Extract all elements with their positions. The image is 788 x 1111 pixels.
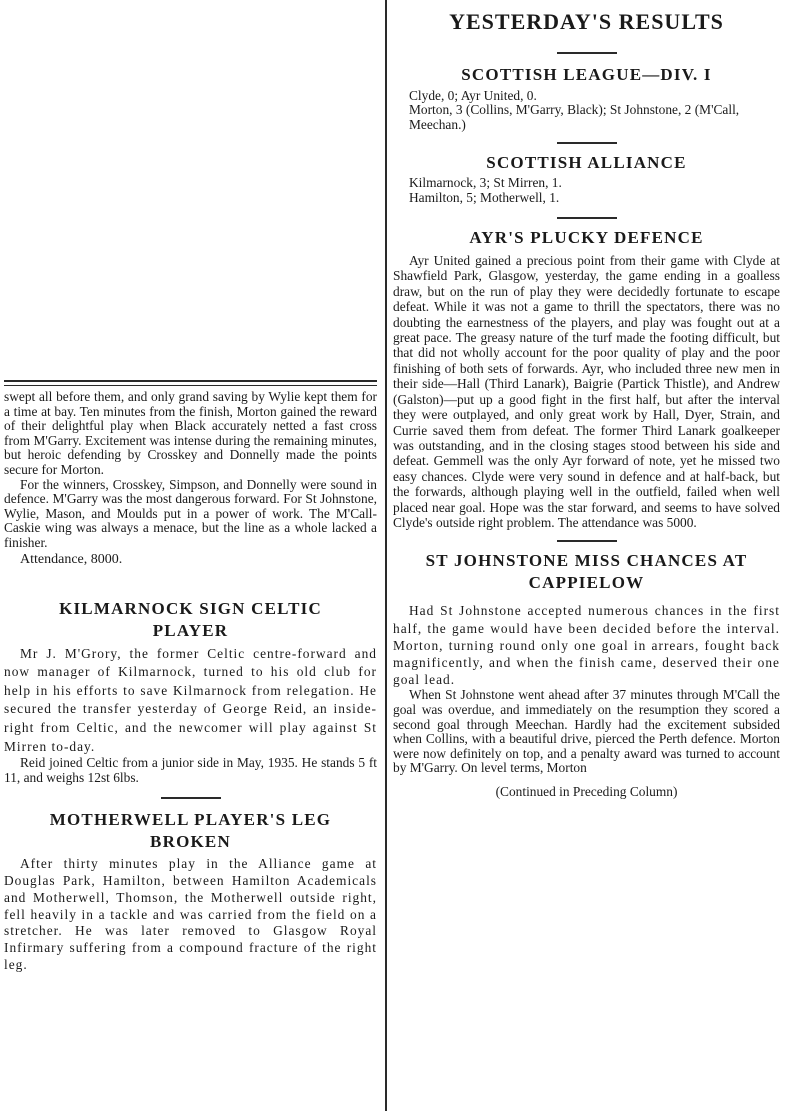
alliance-heading: SCOTTISH ALLIANCE <box>486 153 687 173</box>
alliance-result-1: Kilmarnock, 3; St Mirren, 1. <box>409 175 562 191</box>
motherwell-paragraph-1: After thirty minutes play in the Alliance game at Douglas Park, Hamilton, between Hamilton Academicals and Motherwell, Thomson, the Motherwell outside right, fell heavily in a tackle and was carried from the field on a stretcher. He was later removed to Glasgow Royal Infirmary suffering from a compound fracture of the right leg. <box>4 856 377 973</box>
stjohnstone-paragraph-1: Had St Johnstone accepted numerous chances in the first half, the game would have been decided before the interval. Morton, turning round only one goal in arrears, fought back magnificently, and when the finish came, deserved their one goal lead. <box>393 603 780 688</box>
separator-rule <box>161 797 221 799</box>
motherwell-headline-2: BROKEN <box>150 832 231 852</box>
right-column <box>389 0 784 1111</box>
stjohnstone-headline-1: ST JOHNSTONE MISS CHANCES AT <box>425 551 748 571</box>
stjohnstone-paragraph-2: When St Johnstone went ahead after 37 minutes through M'Call the goal was overdue, and immediately on the resumption they scored a second goal through Meechan. Hardly had the excitement subsided when Collins, with a beautiful drive, pierced the Perth defence. Morton were now definitely on top, and a penalty award was turned to account by M'Garry. On level terms, Morton <box>393 687 780 776</box>
separator-rule <box>557 217 617 219</box>
continued-footer: (Continued in Preceding Column) <box>495 783 678 799</box>
motherwell-headline-1: MOTHERWELL PLAYER'S LEG <box>49 810 332 830</box>
results-heading: YESTERDAY'S RESULTS <box>449 9 724 34</box>
league-heading: SCOTTISH LEAGUE—DIV. I <box>461 65 712 84</box>
column-divider <box>385 0 387 1111</box>
separator-rule <box>557 142 617 144</box>
top-rule <box>4 382 377 386</box>
alliance-result-2: Hamilton, 5; Motherwell, 1. <box>409 189 560 205</box>
winners-paragraph: For the winners, Crosskey, Simpson, and Donnelly were sound in defence. M'Garry was the most dangerous forward. For St Johnstone, Wylie, Mason, and Moulds put in a power of work. The M'Call-Caskie wing was always a menace, but the line as a whole lacked a finisher. <box>4 476 377 550</box>
stjohnstone-headline-2: CAPPIELOW <box>528 573 645 593</box>
left-column-content <box>4 380 377 974</box>
kilmarnock-paragraph-1: Mr J. M'Grory, the former Celtic centre-forward and now manager of Kilmarnock, turned to his old club for help in his efforts to save Kilmarnock from relegation. He secured the transfer yesterday of George Reid, an inside-right from Celtic, and the newcomer will play against St Mirren to-day. <box>4 645 377 754</box>
separator-rule <box>557 52 617 54</box>
kilmarnock-headline-2: PLAYER <box>152 620 229 640</box>
ayr-paragraph-1: Ayr United gained a precious point from their game with Clyde at Shawfield Park, Glasgow, yesterday, the game ending in a goalless draw, but on the run of play they were decidedly fortunate to escape defeat. While it was not a game to thrill the spectators, there was no doubting the earnestness of the players, and play was fought out at a great pace. The greasy nature of the turf made the footing difficult, but that did not wholly account for the poor quality of play and the poor finishing of both sets of forwards. Ayr, who included three new men in their side—Hall (Third Lanark), Baigrie (Partick Thistle), and Andrew (Galston)—put up a good fight in the first half, but after the interval they were outplayed, and only great work by Hall, Dyer, Strain, and Currie saved them from defeat. The former Third Lanark goalkeeper was outstanding, and in the closing stages stood between his side and defeat. Gemmell was the only Ayr forward of note, yet he missed two easy chances. Clyde were very sound in defence and at half-back, but the forwards, although playing well in the outfield, failed when well placed near goal. Hope was the star forward, and seems to have solved Clyde's outside right problem. The attendance was 5000. <box>393 253 780 530</box>
attendance-line: Attendance, 8000. <box>20 551 123 567</box>
left-column <box>0 0 385 1111</box>
league-result-2: Morton, 3 (Collins, M'Garry, Black); St Johnstone, 2 (M'Call, Meechan.) <box>409 102 740 132</box>
kilmarnock-paragraph-2: Reid joined Celtic from a junior side in May, 1935. He stands 5 ft 11, and weighs 12st 6lbs. <box>4 755 377 785</box>
league-result-1: Clyde, 0; Ayr United, 0. <box>409 88 537 103</box>
ayr-headline: AYR'S PLUCKY DEFENCE <box>469 228 704 248</box>
continued-match-report: swept all before them, and only grand saving by Wylie kept them for a time at bay. Ten minutes from the finish, Morton gained the reward of their delightful play when Black accurately netted a fast cross from M'Garry. Excitement was intense during the remaining minutes, but heroic defending by Crosskey and Donnelly made the points secure for Morton. <box>4 389 377 477</box>
kilmarnock-headline-1: KILMARNOCK SIGN CELTIC <box>59 598 322 618</box>
separator-rule <box>557 540 617 542</box>
